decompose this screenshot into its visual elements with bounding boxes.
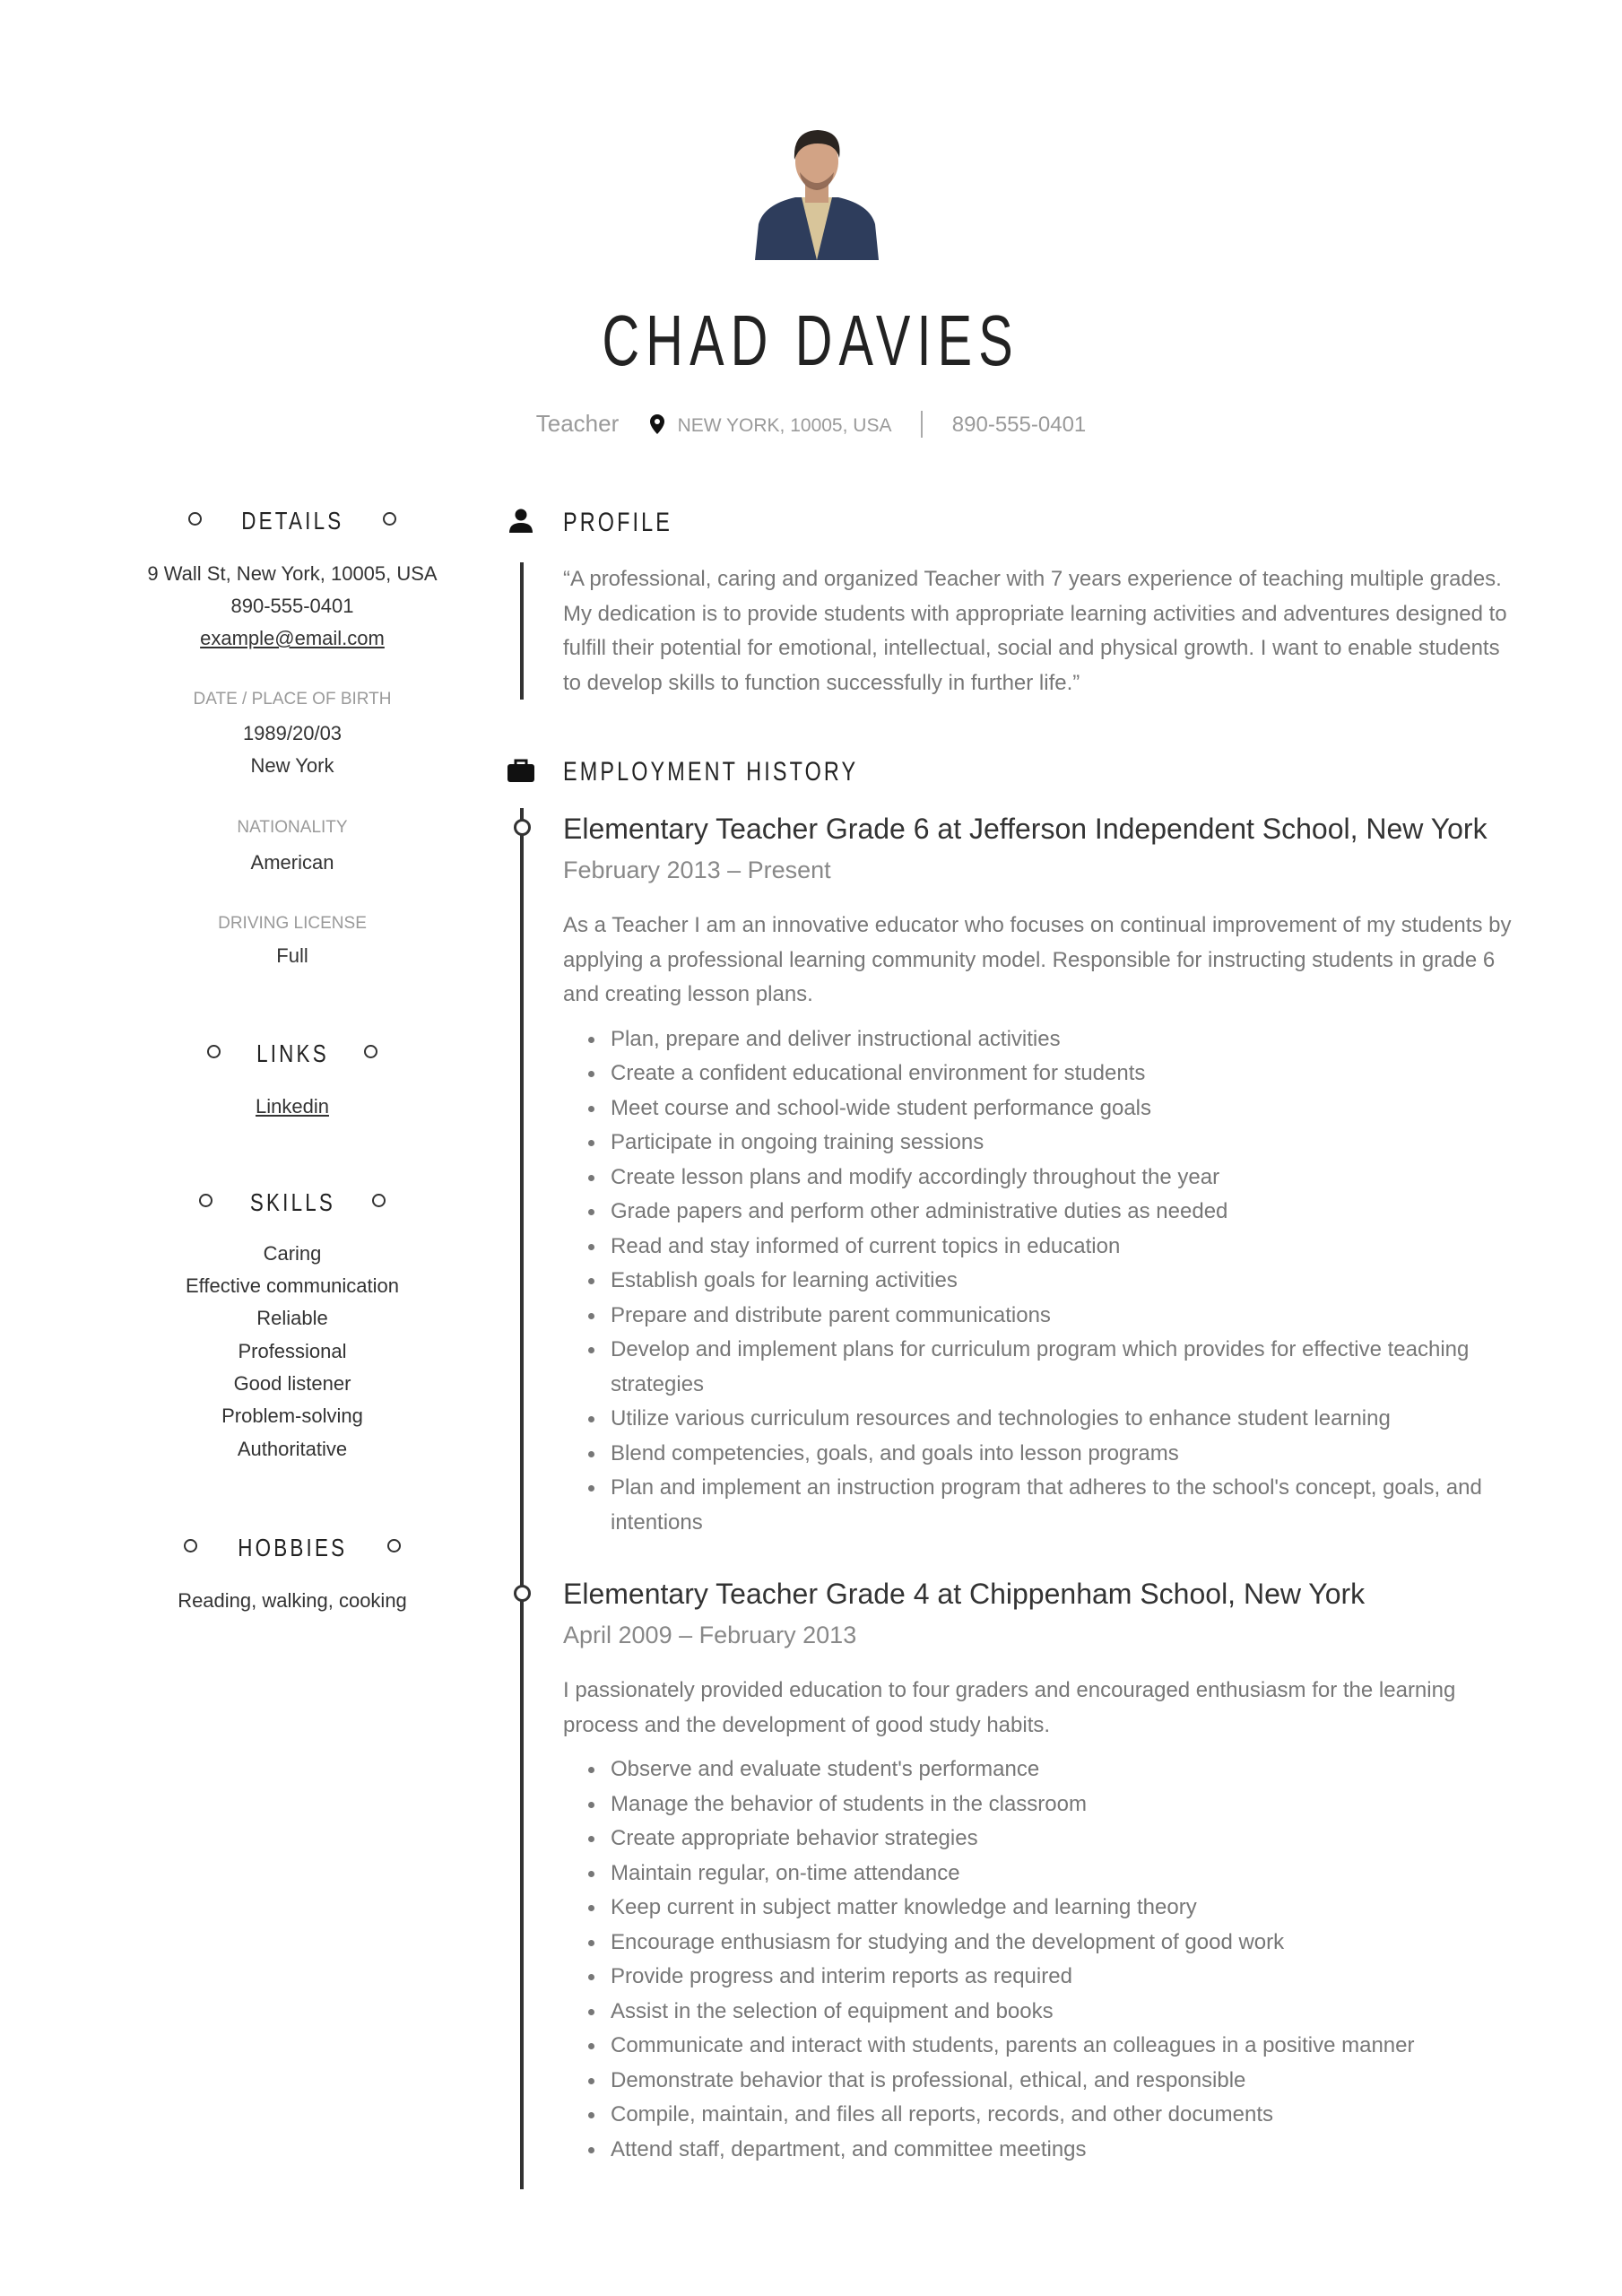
skills-heading: SKILLS bbox=[143, 1187, 441, 1219]
timeline-node bbox=[514, 1585, 531, 1602]
license-label: DRIVING LICENSE bbox=[218, 914, 367, 933]
list-item: Plan, prepare and deliver instructional activities bbox=[563, 1022, 1515, 1057]
skill-item: Good listener bbox=[233, 1372, 351, 1395]
list-item: Plan and implement an instruction program that adheres to the school's concept, goals, and intentions bbox=[563, 1471, 1515, 1540]
list-item: Utilize various curriculum resources and technologies to enhance student learning bbox=[563, 1402, 1515, 1437]
skill-item: Caring bbox=[263, 1242, 322, 1265]
list-item: Create a confident educational environment for students bbox=[563, 1057, 1515, 1091]
list-item: Keep current in subject matter knowledge and learning theory bbox=[563, 1891, 1515, 1926]
hobbies: Reading, walking, cooking bbox=[178, 1589, 407, 1612]
list-item: Observe and evaluate student's performance bbox=[563, 1752, 1515, 1787]
list-item: Provide progress and interim reports as required bbox=[563, 1960, 1515, 1995]
skill-item: Reliable bbox=[256, 1307, 328, 1329]
list-item: Prepare and distribute parent communications bbox=[563, 1299, 1515, 1334]
list-item: Demonstrate behavior that is professional, ethical, and responsible bbox=[563, 2064, 1515, 2099]
job-title: Elementary Teacher Grade 6 at Jefferson Independent School, New York bbox=[563, 813, 1488, 845]
list-item: Attend staff, department, and committee meetings bbox=[563, 2133, 1515, 2168]
candidate-name: CHAD DAVIES bbox=[602, 300, 1020, 380]
list-item: Create appropriate behavior strategies bbox=[563, 1822, 1515, 1857]
skill-item: Professional bbox=[238, 1340, 347, 1362]
job-description: I passionately provided education to four graders and encouraged enthusiasm for the learning process and the development of good study habits. bbox=[563, 1678, 1456, 1737]
list-item: Develop and implement plans for curriculum program which provides for effective teaching strategies bbox=[563, 1333, 1515, 1402]
employment-heading: EMPLOYMENT HISTORY bbox=[563, 757, 859, 787]
list-item: Manage the behavior of students in the classroom bbox=[563, 1787, 1515, 1822]
address: 9 Wall St, New York, 10005, USA bbox=[147, 562, 438, 585]
list-item: Establish goals for learning activities bbox=[563, 1264, 1515, 1299]
skill-item: Problem-solving bbox=[221, 1405, 363, 1427]
profile-bar bbox=[520, 562, 524, 700]
profile-photo bbox=[755, 126, 879, 260]
job-dates: February 2013 – Present bbox=[563, 857, 831, 883]
profile-text: “A professional, caring and organized Teacher with 7 years experience of teaching multiple grades. My dedication is to provide students with appropriate learning activities and adventures designed to fulfill their potential for emotional, intellectual, social and physical growth. I want to enable students to develop skills to function successfully in further life.” bbox=[563, 567, 1507, 695]
list-item: Encourage enthusiasm for studying and the development of good work bbox=[563, 1926, 1515, 1961]
details-heading: DETAILS bbox=[143, 505, 441, 537]
list-item: Participate in ongoing training sessions bbox=[563, 1126, 1515, 1161]
job-description: As a Teacher I am an innovative educator who focuses on continual improvement of my students by applying a professional learning community model. Responsible for instructing students in grade 6 and creating lesson plans. bbox=[563, 913, 1512, 1006]
job-entry bbox=[563, 1572, 1515, 2167]
license: Full bbox=[276, 944, 308, 967]
birth-date: 1989/20/03 bbox=[242, 722, 343, 744]
sidebar bbox=[143, 0, 441, 2296]
links-heading: LINKS bbox=[143, 1038, 441, 1070]
timeline-node bbox=[514, 819, 531, 836]
list-item: Blend competencies, goals, and goals into lesson programs bbox=[563, 1437, 1515, 1472]
birth-place: New York bbox=[250, 754, 334, 777]
header-phone: 890-555-0401 bbox=[951, 413, 1087, 437]
list-item: Create lesson plans and modify accordingly throughout the year bbox=[563, 1161, 1515, 1196]
job-title: Teacher bbox=[535, 410, 620, 437]
job-bullets bbox=[563, 1022, 1515, 1541]
phone: 890-555-0401 bbox=[230, 595, 354, 617]
linkedin-link[interactable]: Linkedin bbox=[256, 1095, 329, 1118]
job-bullets bbox=[563, 1752, 1515, 2167]
list-item: Compile, maintain, and files all reports, records, and other documents bbox=[563, 2098, 1515, 2133]
person-icon bbox=[505, 506, 537, 538]
list-item: Communicate and interact with students, parents an colleagues in a positive manner bbox=[563, 2029, 1515, 2064]
list-item: Assist in the selection of equipment and books bbox=[563, 1995, 1515, 2030]
list-item: Grade papers and perform other administrative duties as needed bbox=[563, 1195, 1515, 1230]
nationality: American bbox=[250, 851, 334, 874]
briefcase-icon bbox=[505, 755, 537, 787]
skill-item: Effective communication bbox=[185, 1274, 400, 1297]
location-pin-icon bbox=[650, 413, 664, 442]
skill-item: Authoritative bbox=[237, 1438, 348, 1460]
email-link[interactable]: example@email.com bbox=[200, 627, 385, 649]
list-item: Meet course and school-wide student performance goals bbox=[563, 1091, 1515, 1126]
header-location: NEW YORK, 10005, USA bbox=[677, 415, 892, 436]
divider bbox=[921, 411, 923, 438]
nationality-label: NATIONALITY bbox=[237, 818, 348, 837]
profile-heading: PROFILE bbox=[563, 508, 672, 537]
birth-label: DATE / PLACE OF BIRTH bbox=[193, 690, 392, 709]
job-entry bbox=[563, 807, 1515, 1540]
job-title: Elementary Teacher Grade 4 at Chippenham School, New York bbox=[563, 1578, 1366, 1610]
timeline-line bbox=[520, 808, 524, 2189]
list-item: Maintain regular, on-time attendance bbox=[563, 1857, 1515, 1892]
hobbies-heading: HOBBIES bbox=[143, 1532, 441, 1564]
list-item: Read and stay informed of current topics in education bbox=[563, 1230, 1515, 1265]
job-dates: April 2009 – February 2013 bbox=[563, 1622, 857, 1648]
